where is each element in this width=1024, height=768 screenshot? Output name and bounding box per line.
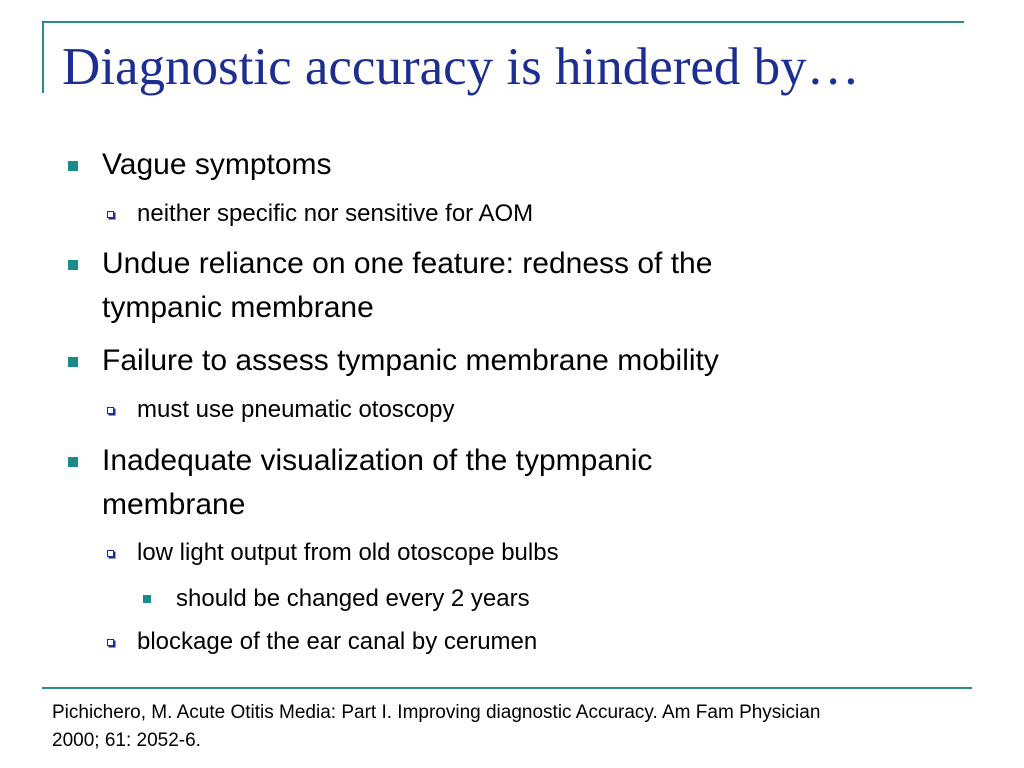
teal-square-bullet-icon xyxy=(68,457,78,467)
bullet-vague-symptoms xyxy=(102,145,332,185)
citation-footer xyxy=(52,699,1002,755)
sub-sub-bullet-change-bulbs xyxy=(176,584,530,614)
bullet-text: Vague symptoms xyxy=(102,148,332,181)
citation-line-1: Pichichero, M. Acute Otitis Media: Part I. Improving diagnostic Accuracy. Am Fam Physician xyxy=(52,702,821,723)
title-frame-top-rule xyxy=(42,21,964,23)
footer-rule xyxy=(42,687,972,689)
bullet-text-line1: Inadequate visualization of the typmpanic xyxy=(102,444,653,477)
teal-square-bullet-icon xyxy=(68,161,78,171)
bullet-text-line2: tympanic membrane xyxy=(102,291,374,324)
sub-bullet-not-specific xyxy=(137,199,533,229)
teal-square-bullet-icon xyxy=(143,595,151,603)
sub-bullet-text: neither specific nor sensitive for AOM xyxy=(137,200,534,227)
hollow-square-bullet-icon xyxy=(107,211,114,218)
title-frame-left-rule xyxy=(42,21,44,93)
sub-bullet-text: must use pneumatic otoscopy xyxy=(137,396,455,423)
bullet-text-line2: membrane xyxy=(102,488,246,521)
bullet-undue-reliance xyxy=(102,244,712,284)
bullet-text-line1: Undue reliance on one feature: redness of the xyxy=(102,247,713,280)
sub-bullet-cerumen-blockage xyxy=(137,627,537,657)
hollow-square-bullet-icon xyxy=(107,550,114,557)
hollow-square-bullet-icon xyxy=(107,407,114,414)
sub-bullet-text: low light output from old otoscope bulbs xyxy=(137,539,559,566)
citation-line-2: 2000; 61: 2052-6. xyxy=(52,730,201,751)
hollow-square-bullet-icon xyxy=(107,639,114,646)
bullet-text: Failure to assess tympanic membrane mobility xyxy=(102,344,719,377)
sub-sub-bullet-text: should be changed every 2 years xyxy=(176,585,530,612)
bullet-failure-to-assess xyxy=(102,341,719,381)
teal-square-bullet-icon xyxy=(68,260,78,270)
bullet-inadequate-visualization-continued xyxy=(102,485,245,525)
sub-bullet-pneumatic-otoscopy xyxy=(137,395,455,425)
sub-bullet-text: blockage of the ear canal by cerumen xyxy=(137,628,538,655)
slide-title: Diagnostic accuracy is hindered by… xyxy=(62,38,860,96)
bullet-undue-reliance-continued xyxy=(102,288,374,328)
sub-bullet-low-light-output xyxy=(137,538,559,568)
bullet-inadequate-visualization xyxy=(102,441,652,481)
teal-square-bullet-icon xyxy=(68,357,78,367)
